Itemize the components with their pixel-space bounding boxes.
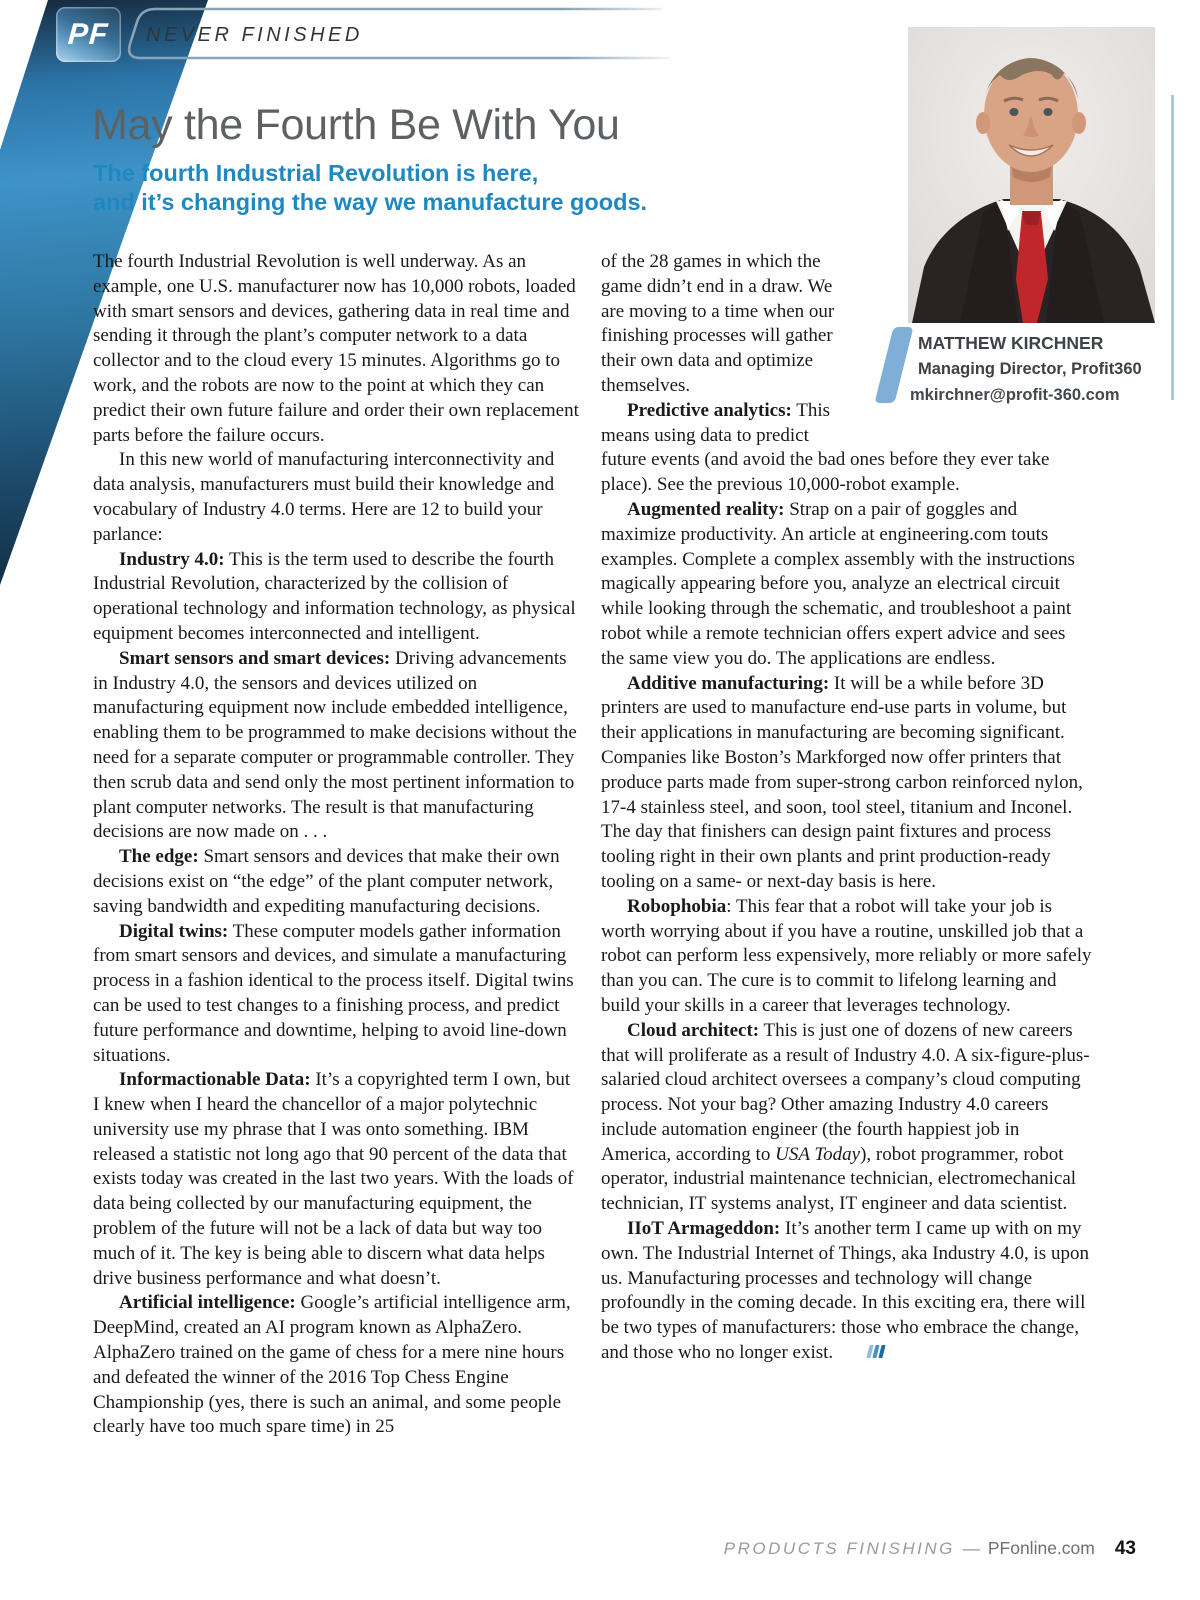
text-segment: Cloud architect:: [627, 1019, 760, 1041]
subtitle-line-2: and it’s changing the way we manufacture goods.: [93, 189, 648, 215]
text-segment: It’s a copyrighted term I own, but I knew when I heard the chancellor of a major polytechnic university use my phrase that I was onto something. IBM released a statistic not long ago that 90 percent of the data that exists today was created in the last two years. With the loads of data being collected by our manufacturing equipment, the problem of the future will not be a lack of data but way too much of it. The key is being able to discern what data helps drive business performance and what doesn’t.: [93, 1069, 574, 1289]
text-segment: Robophobia: [627, 895, 727, 917]
text-segment: Driving advancements in Industry 4.0, the sensors and devices utilized on manufacturing equipment now include embedded intelligence, enabling them to be programmed to make decisions without the need for a separate computer or programmable controller. They then scrub data and send only the most pertinent information to plant computer networks. The result is that manufacturing decisions are now made on . . .: [93, 647, 577, 843]
text-segment: Additive manufacturing:: [627, 672, 830, 694]
article-paragraph: [601, 1019, 1092, 1217]
text-segment: The fourth Industrial Revolution is well underway. As an example, one U.S. manufacturer now has 10,000 robots, loaded with smart sensors and devices, gathering data in real time and sending it through the plant’s computer network to a data collector and to the cloud every 15 minutes. Algorithms go to work, and the robots are now to the point at which they can predict their own future failure and order their own replacement parts before the failure occurs.: [93, 251, 579, 446]
footer-site-link[interactable]: PFonline.com: [987, 1538, 1095, 1558]
article-paragraph: [93, 548, 581, 647]
author-box-rule: [1171, 95, 1174, 400]
article-end-mark-icon: [842, 1341, 886, 1366]
text-segment: Digital twins:: [119, 920, 229, 942]
text-segment: Smart sensors and devices that make their own decisions exist on “the edge” of the plant computer network, saving bandwidth and expediting manufacturing decisions.: [93, 846, 560, 917]
page-number: 43: [1114, 1538, 1136, 1559]
text-segment: Smart sensors and smart devices:: [119, 647, 391, 669]
article-paragraph: [93, 250, 581, 448]
photo-wrap-spacer: [854, 250, 1092, 424]
article-title: May the Fourth Be With You: [92, 101, 620, 149]
column-2: [601, 250, 1092, 1366]
magazine-name: PRODUCTS FINISHING: [723, 1539, 955, 1558]
pf-logo-text: PF: [67, 17, 110, 51]
text-segment: These computer models gather information from smart sensors and devices, and simulate a manufacturing process in a fashion identical to the process itself. Digital twins can be used to test changes to a finishing process, and predict future performance and downtime, helping to avoid line-down situations.: [93, 920, 574, 1066]
text-segment: Google’s artificial intelligence arm, DeepMind, created an AI program known as AlphaZero. AlphaZero trained on the game of chess for a mere nine hours and defeated the winner of the 2016 Top Chess Engine Championship (yes, there is such an animal, and some people clearly have too much spare time) in 25: [93, 1292, 571, 1438]
article-paragraph: [601, 895, 1092, 1019]
text-segment: Industry 4.0:: [119, 548, 225, 570]
text-segment: This is just one of dozens of new careers that will proliferate as a result of Industry 4.0. A six-figure-plus-salaried cloud architect oversees a company’s cloud computing process. Not your bag? Other amazing Industry 4.0 careers include automation engineer (the fourth happiest job in America, according to: [601, 1019, 1090, 1165]
text-segment: Strap on a pair of goggles and maximize productivity. An article at engineering.com touts examples. Complete a complex assembly with the instructions magically appearing before you, analyze an electrical circuit while looking through the schematic, and troubleshoot a paint robot while a remote technician offers expert advice and sees the same view you do. The applications are endless.: [601, 498, 1075, 669]
text-segment: This is the term used to describe the fourth Industrial Revolution, characterized by the collision of operational technology and information technology, as physical equipment becomes interconnected and intelligent.: [93, 548, 576, 644]
text-segment: ), robot programmer, robot operator, industrial maintenance technician, electromechanical technician, IT systems analyst, IT engineer and data scientist.: [601, 1143, 1077, 1215]
article-paragraph: [93, 1068, 581, 1291]
text-segment: In this new world of manufacturing interconnectivity and data analysis, manufacturers must build their knowledge and vocabulary of Industry 4.0 terms. Here are 12 to build your parlance:: [93, 449, 555, 545]
article-paragraph: [93, 845, 581, 919]
text-segment: : This fear that a robot will take your job is worth worrying about if you have a routine, unskilled job that a robot can perform less expensively, more reliably or more safely than you can. The cure is to commit to lifelong learning and build your skills in a career that leverages technology.: [601, 895, 1092, 1016]
text-segment: It will be a while before 3D printers are used to manufacture end-use parts in volume, but their applications in manufacturing are becoming significant. Companies like Boston’s Markforged now offer printers that produce parts made from super-strong carbon reinforced nylon, 17-4 stainless steel, and soon, tool steel, titanium and Inconel. The day that finishers can design paint fixtures and process tooling right in their own plants and print production-ready tooling on a same- or next-day basis is here.: [601, 672, 1083, 892]
page-footer: [93, 1538, 1136, 1560]
text-segment: IIoT Armageddon:: [627, 1218, 781, 1240]
subtitle-line-1: The fourth Industrial Revolution is here,: [93, 160, 539, 186]
column-1: [93, 250, 581, 1440]
author-email-link[interactable]: mkirchner@profit-360.com: [910, 386, 1120, 404]
article-paragraph: [601, 672, 1092, 895]
text-segment: Informactionable Data:: [119, 1069, 311, 1091]
section-kicker: NEVER FINISHED: [146, 24, 363, 46]
text-segment: Predictive analytics:: [627, 399, 792, 421]
text-segment: The edge:: [119, 846, 199, 868]
text-segment: Augmented reality:: [627, 498, 785, 520]
article-paragraph: [93, 647, 581, 845]
article-paragraph: [93, 920, 581, 1069]
article-paragraph: [93, 1291, 581, 1440]
text-segment: This means using data to predict future events (and avoid the bad ones before they ever take place). See the previous 10,000-robot example.: [601, 399, 1050, 496]
article-paragraph: [601, 1217, 1092, 1366]
text-segment: Artificial intelligence:: [119, 1292, 296, 1314]
text-segment: of the 28 games in which the game didn’t end in a draw. We are moving to a time when our finishing processes will gather their own data and optimize themselves.: [601, 251, 835, 396]
author-name: MATTHEW KIRCHNER: [918, 333, 1104, 353]
text-segment: It’s another term I came up with on my own. The Industrial Internet of Things, aka Industry 4.0, is upon us. Manufacturing processes and technology will change profoundly in the coming decade. In this exciting era, there will be two types of manufacturers: those who embrace the change, and those who no longer exist.: [601, 1218, 1089, 1364]
author-role: Managing Director, Profit360: [918, 360, 1142, 378]
article-paragraph: [93, 448, 581, 547]
article-subtitle: [93, 159, 647, 217]
text-segment: USA Today: [775, 1143, 861, 1165]
article-paragraph: [601, 498, 1092, 672]
footer-dash: —: [962, 1539, 980, 1558]
